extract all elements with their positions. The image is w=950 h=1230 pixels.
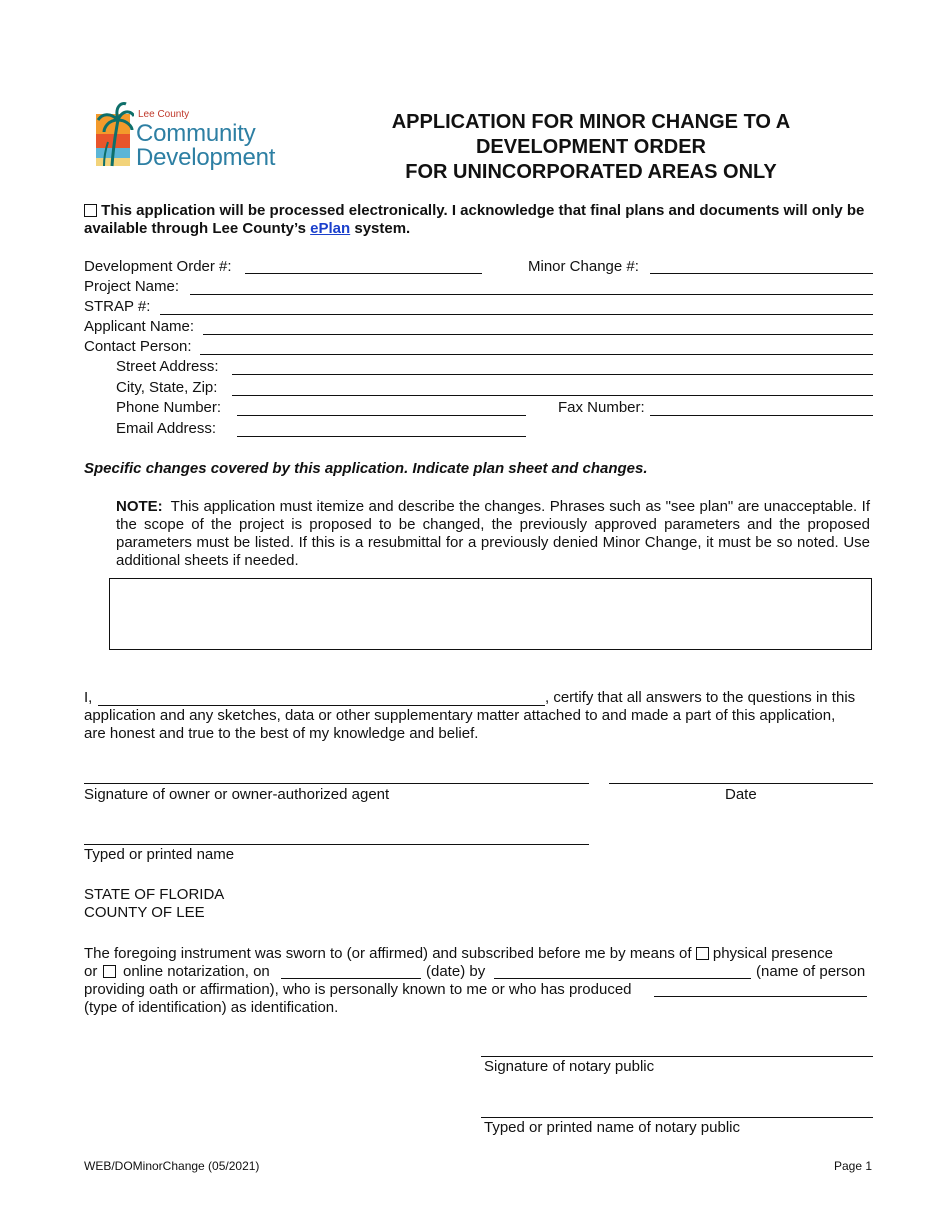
form-id: WEB/DOMinorChange (05/2021) [84, 1159, 260, 1173]
logo-small-text: Lee County [138, 109, 190, 120]
strap-label: STRAP #: [84, 298, 151, 315]
email-address-field[interactable] [237, 436, 526, 437]
phone-number-field[interactable] [237, 415, 526, 416]
contact-person-field[interactable] [200, 354, 873, 355]
contact-person-label: Contact Person: [84, 338, 192, 355]
phone-number-label: Phone Number: [116, 399, 222, 416]
physical-presence-checkbox[interactable] [696, 947, 709, 960]
notary-or-text: or [84, 963, 98, 980]
notary-line-3: providing oath or affirmation), who is personally known to me or who has produced [84, 981, 632, 998]
note-text: This application must itemize and describe the changes. Phrases such as "see plan" are unacceptable. If the scope of the project is proposed to be changed, the previously approved parameters and the proposed parameters must be listed. If this is a resubmittal for a previously denied Minor Change, it must be so noted. Use additional sheets if needed. [116, 498, 870, 569]
notary-line-4: (type of identification) as identification. [84, 999, 339, 1016]
date-label: Date [725, 786, 757, 803]
development-order-field[interactable] [245, 273, 482, 274]
date-line[interactable] [609, 783, 873, 784]
date-by-text: (date) by [426, 963, 486, 980]
state-text: STATE OF FLORIDA [84, 886, 225, 903]
email-address-label: Email Address: [116, 420, 217, 437]
title-line-1: APPLICATION FOR MINOR CHANGE TO A [391, 111, 791, 133]
logo-line-development: Development [136, 144, 276, 171]
eplan-link[interactable]: ePlan [310, 220, 351, 237]
electronic-acknowledgement [84, 202, 884, 238]
minor-change-label: Minor Change #: [528, 258, 639, 275]
title-line-3: FOR UNINCORPORATED AREAS ONLY [405, 161, 777, 183]
owner-signature-label: Signature of owner or owner-authorized agent [84, 786, 390, 803]
development-order-label: Development Order #: [84, 258, 232, 275]
online-notarization-checkbox[interactable] [103, 965, 116, 978]
notary-typed-name-label: Typed or printed name of notary public [484, 1119, 740, 1136]
note-paragraph [116, 498, 870, 570]
strap-field[interactable] [160, 314, 873, 315]
street-address-label: Street Address: [116, 358, 219, 375]
ack-text-end: system. [350, 220, 411, 237]
project-name-label: Project Name: [84, 278, 180, 295]
certify-line2: application and any sketches, data or other supplementary matter attached to and made a part of this application, [84, 707, 836, 724]
notary-signature-line[interactable] [481, 1056, 873, 1057]
street-address-field[interactable] [232, 374, 873, 375]
fax-number-field[interactable] [650, 415, 873, 416]
certify-prefix: I, [84, 689, 93, 706]
online-notarization-label: online notarization, on [123, 963, 270, 980]
typed-name-label: Typed or printed name [84, 846, 235, 863]
notary-line-1 [84, 945, 833, 963]
typed-name-line[interactable] [84, 844, 589, 845]
certify-line1: , certify that all answers to the questions in this [545, 689, 856, 706]
page-title [300, 110, 882, 185]
certifier-name-field[interactable] [98, 705, 545, 706]
logo-line-community: Community [136, 120, 256, 147]
applicant-name-label: Applicant Name: [84, 318, 195, 335]
ack-text: This application will be processed electronically. I acknowledge that final plans and documents will only be available through Lee County’s [84, 202, 865, 237]
county-text: COUNTY OF LEE [84, 904, 205, 921]
notary-sworn-text: The foregoing instrument was sworn to (or affirmed) and subscribed before me by means of [84, 945, 692, 962]
identification-type-field[interactable] [654, 996, 867, 997]
page-number: Page 1 [834, 1159, 873, 1173]
notary-date-field[interactable] [281, 978, 421, 979]
fax-number-label: Fax Number: [558, 399, 645, 416]
person-name-field[interactable] [494, 978, 751, 979]
name-of-person-text: (name of person [756, 963, 866, 980]
project-name-field[interactable] [190, 294, 873, 295]
applicant-name-field[interactable] [203, 334, 873, 335]
palm-tree-logo-icon [92, 100, 134, 172]
changes-textarea[interactable] [109, 578, 872, 650]
title-line-2: DEVELOPMENT ORDER [475, 136, 707, 158]
notary-signature-label: Signature of notary public [484, 1058, 655, 1075]
owner-signature-line[interactable] [84, 783, 589, 784]
notary-typed-name-line[interactable] [481, 1117, 873, 1118]
changes-heading: Specific changes covered by this application. Indicate plan sheet and changes. [84, 460, 648, 477]
electronic-processing-checkbox[interactable] [84, 204, 97, 217]
note-label: NOTE: [116, 498, 163, 515]
lee-county-logo [92, 100, 292, 172]
city-state-zip-field[interactable] [232, 395, 873, 396]
city-state-zip-label: City, State, Zip: [116, 379, 218, 396]
minor-change-field[interactable] [650, 273, 873, 274]
physical-presence-label: physical presence [712, 945, 833, 962]
certify-line3: are honest and true to the best of my knowledge and belief. [84, 725, 479, 742]
